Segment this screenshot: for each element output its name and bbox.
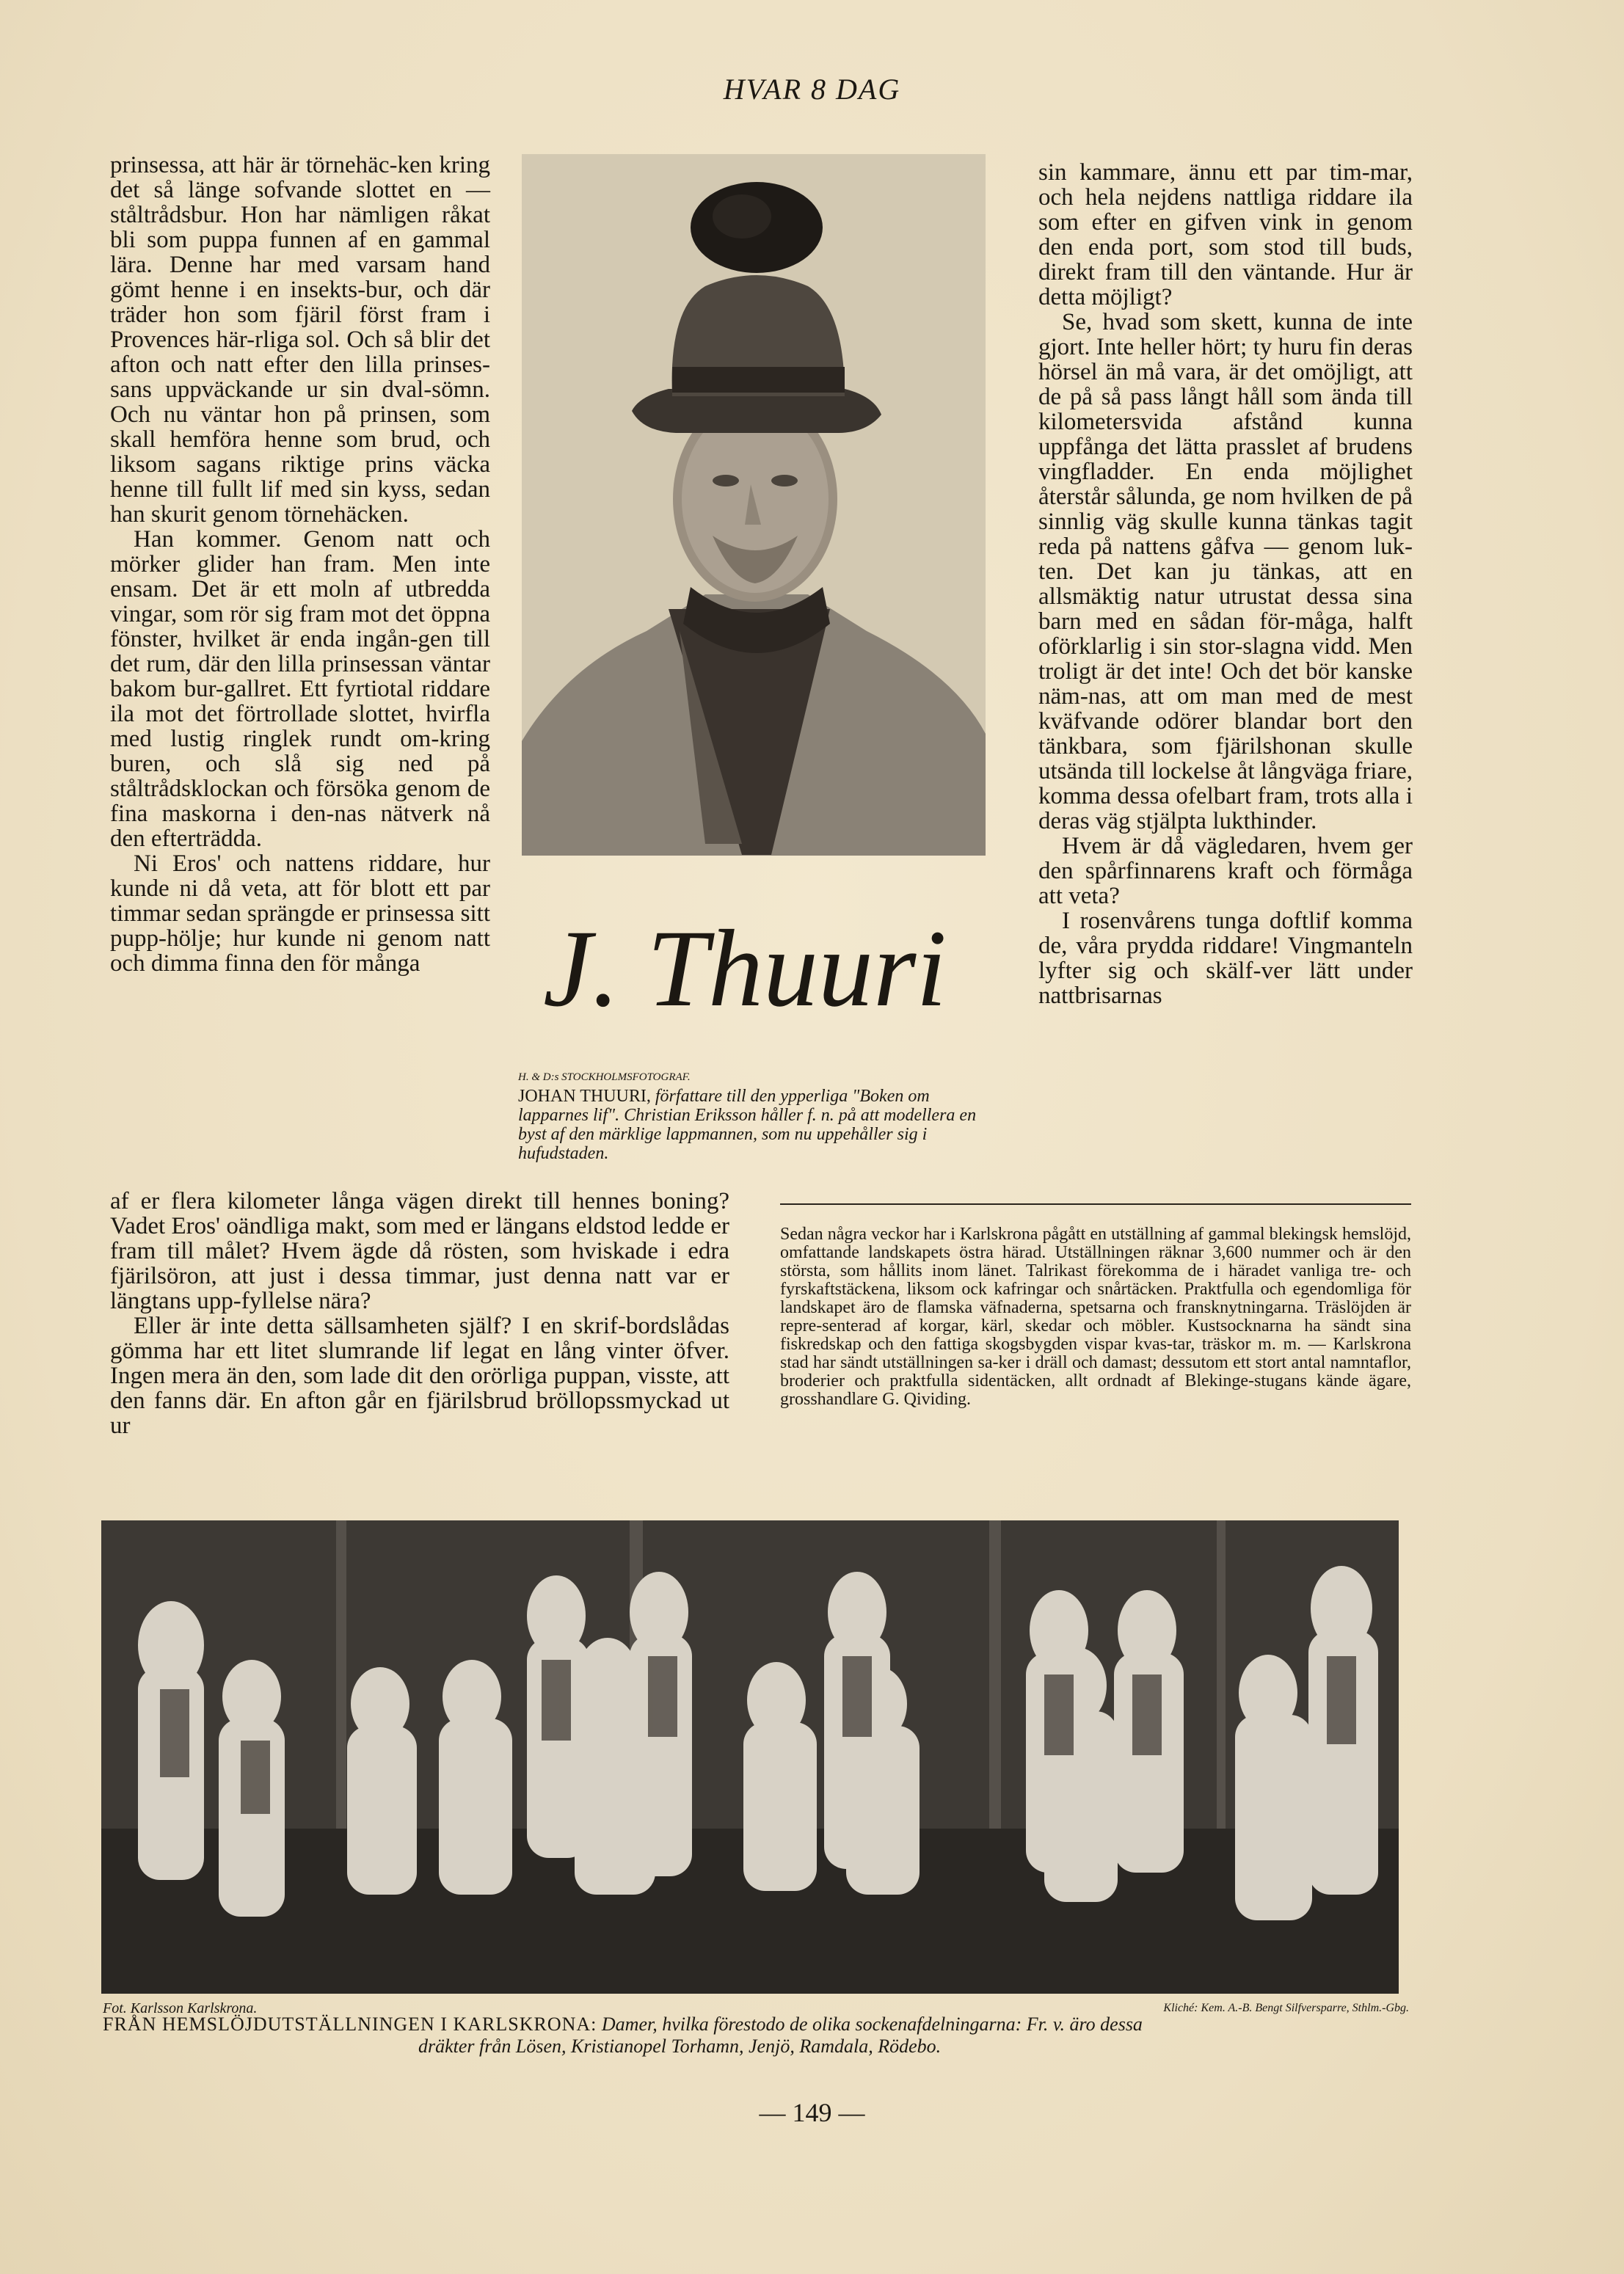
portrait-illustration	[522, 154, 986, 856]
group-caption-line-1: Damer, hvilka förestodo de olika sockenafdelningarna: Fr. v. äro dessa	[601, 2014, 1143, 2035]
portrait-subject-name: JOHAN THUURI,	[518, 1087, 651, 1106]
group-caption-title: FRÅN HEMSLÖJDUTSTÄLLNINGEN I KARLSKRONA:	[103, 2014, 597, 2035]
page-number: — 149 —	[759, 2098, 865, 2127]
right-paragraph-4: I rosenvårens tunga doftlif komma de, våra prydda riddare! Vingmanteln lyfter sig och skälf-ver lätt under nattbrisarnas	[1038, 908, 1413, 1009]
group-photo-illustration	[101, 1520, 1399, 1994]
signature-text: J. Thuuri	[543, 908, 947, 1030]
photographer-credit: Fot. Karlsson Karlskrona.	[103, 2000, 258, 2016]
signature-graphic	[514, 873, 998, 1049]
portrait-caption	[518, 1068, 994, 1163]
portrait-photographer-credit: H. & D:s STOCKHOLMSFOTOGRAF.	[518, 1071, 691, 1083]
portrait-caption-text: författare till den ypperliga "Boken om lapparnes lif". Christian Eriksson håller f. n. på att modellera en byst af den märklige lappmannen, som nu uppehåller sig i hufudstaden.	[518, 1087, 977, 1163]
group-caption-line-2: dräkter från Lösen, Kristianopel Torhamn, Jenjö, Ramdala, Rödebo.	[418, 2036, 942, 2057]
left-paragraph-1: prinsessa, att här är törnehäc-ken kring det så länge sofvande slottet en — ståltrådsbur. Hon har nämligen råkat bli som puppa funnen af en gammal lära. Denne har med varsam hand gömt henne i en insekts-bur, och där träder hon som fjäril först fram i Provences här-rliga sol. Och så blir det afton och natt efter den lilla prinses-sans uppväckande ur sin dval-sömn. Och nu väntar hon på prinsen, som skall hemföra henne som brud, och liksom sagans riktige prins väcka henne till fullt lif med sin kyss, sedan han skurit genom törnehäcken.	[110, 152, 490, 528]
running-header: HVAR 8 DAG	[723, 73, 901, 106]
cliche-credit: Kliché: Kem. A.-B. Bengt Silfversparre, Sthlm.-Gbg.	[1163, 2002, 1409, 2014]
right-paragraph-1: sin kammare, ännu ett par tim-mar, och hela nejdens nattliga riddare ila som efter en gifven vink in genom den enda port, som stod till buds, direkt fram till den väntande. Hur är detta möjligt?	[1038, 159, 1413, 310]
span-paragraph-2: Eller är inte detta sällsamheten själf? I en skrif-bordslådas gömma har ett litet slumrande lif legat en lång vinter öfver. Ingen mera än den, som lade dit den orörliga puppan, visste, att den fanns där. En afton går en fjärilsbrud bröllopssmyckad ut ur	[110, 1313, 729, 1439]
spanning-text	[110, 1189, 729, 1438]
portrait-photo	[522, 154, 986, 856]
right-column	[1038, 160, 1413, 1008]
exhibition-note: Sedan några veckor har i Karlskrona pågått en utställning af gammal blekingsk hemslöjd, omfattande landskapets östra härad. Utställningen räknar 3,600 nummer och är den största, som hållits inom länet. Talrikast förekomma de i häradet vanliga tre- och fyrskaftstäckena, liksom ock kafringar och snårtäcken. Praktfulla och egendomliga för landskapet äro de flamska väfnaderna, spetsarna och fransknytningarna. Träslöjden är repre-senterad af korgar, kärl, skedar och möbler. Kustsocknarna ha sändt sina fiskredskap och den fattiga skogsbygden vispar kvas-tar, träskor m. m. — Karlskrona stad har sändt utställningen sa-ker i dräll och damast; dessutom ett stort antal namntaflor, broderier och praktfulla sidentäcken, allt ordnadt af Blekinge-stugans kände ägare, grosshandlare G. Qividing.	[780, 1225, 1411, 1409]
right-paragraph-3: Hvem är då vägledaren, hvem ger den spårfinnarens kraft och förmåga att veta?	[1038, 833, 1413, 909]
left-column	[110, 153, 490, 976]
right-paragraph-2: Se, hvad som skett, kunna de inte gjort. Inte heller hört; ty huru fin deras hörsel än må vara, är det omöjligt, att de på så pass långt håll som ända till kilometersvida afstånd kunna uppfånga det lätta prasslet af brudens vingfladder. En enda möjlighet återstår sålunda, ge nom hvilken de på sinnlig väg skulle kunna tänkas tagit reda på nattens gåfva — genom luk-ten. Det kan ju tänkas, att en allsmäktig natur utrustat dessa sina barn med en sådan för-måga, halft oförklarlig i sin stor-slagna vidd. Men troligt är det inte! Och det bör kanske näm-nas, att om man med de mest kväfvande odörer blandar bort den tänkbara, som fjärilshonan skulle utsända till lockelse åt långväga friare, komma dessa ofelbart fram, trots alla i deras väg stjälpta lukthinder.	[1038, 309, 1413, 834]
note-divider	[780, 1203, 1411, 1205]
group-photo	[101, 1520, 1399, 1994]
left-paragraph-3: Ni Eros' och nattens riddare, hur kunde ni då veta, att för blott ett par timmar sedan sprängde er prinsessa sitt pupp-hölje; hur kunde ni genom natt och dimma finna den för många	[110, 850, 490, 977]
span-paragraph-1: af er flera kilometer långa vägen direkt till hennes boning? Vadet Eros' oändliga makt, som med er längans eldstod ledde er fram till målet? Hvem ägde då rösten, som hviskade i edra fjärilsöron, att just i dessa timmar, just denna natt var er längtans upp-fyllelse nära?	[110, 1188, 729, 1314]
left-paragraph-2: Han kommer. Genom natt och mörker glider han fram. Men inte ensam. Det är ett moln af utbredda vingar, som rör sig fram mot det öppna fönster, hvilket är enda ingån-gen till det rum, där den lilla prinsessan väntar bakom bur-gallret. Ett fyrtiotal riddare ila mot det förtrollade slottet, hvirfla med lustig ringlek rundt om-kring buren, och slå sig ned på ståltrådsklockan och försöka genom de fina maskorna i den-nas nätverk nå den efterträdda.	[110, 526, 490, 852]
group-photo-caption	[103, 1997, 1409, 2058]
